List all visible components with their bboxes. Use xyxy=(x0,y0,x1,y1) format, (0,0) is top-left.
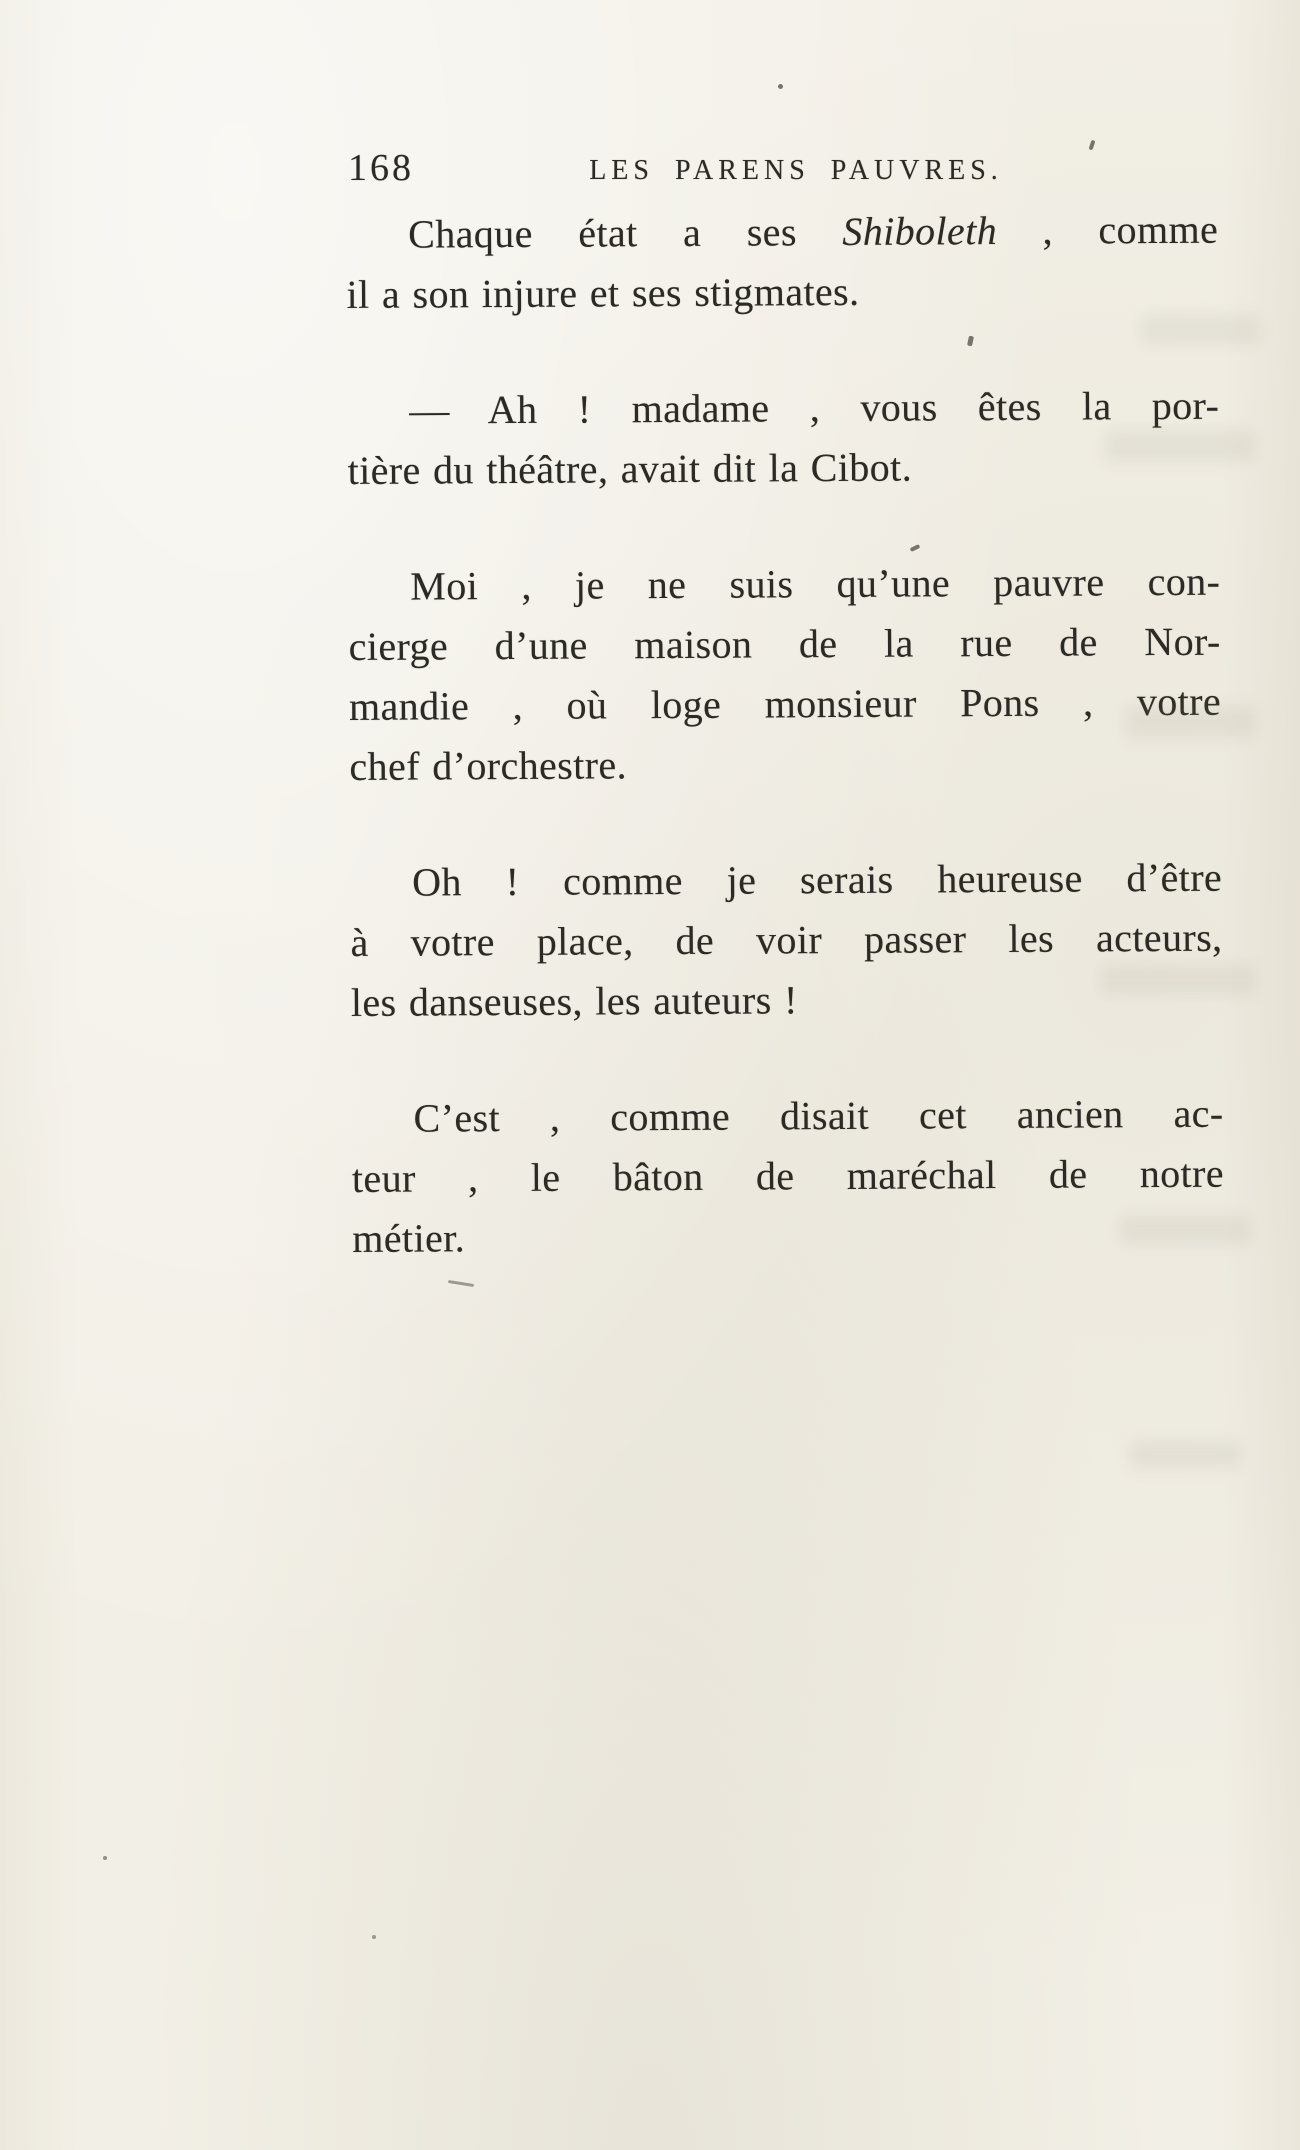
text-segment: métier. xyxy=(352,1215,466,1261)
text-segment: — Ah ! madame , vous êtes la por- xyxy=(409,382,1220,433)
text-segment: les danseuses, les auteurs ! xyxy=(350,977,798,1025)
running-title: LES PARENS PAUVRES. xyxy=(589,155,1003,186)
paragraph xyxy=(346,200,1219,325)
text-line xyxy=(348,552,1220,617)
italic-text: Shiboleth xyxy=(842,208,998,254)
ink-speck xyxy=(778,84,783,89)
text-block xyxy=(346,200,1225,1325)
paragraph xyxy=(348,552,1221,797)
paragraph xyxy=(347,376,1220,501)
text-segment: Chaque état a ses xyxy=(408,208,843,257)
text-segment: Moi , je ne suis qu’une pauvre con- xyxy=(410,558,1221,609)
text-segment: il a son injure et ses stigmates. xyxy=(346,268,860,317)
text-line xyxy=(347,436,1219,501)
text-line xyxy=(352,1204,1224,1269)
bleed-through-mark xyxy=(1120,1215,1250,1245)
text-line xyxy=(346,260,1218,325)
bleed-through-mark xyxy=(1140,315,1260,345)
text-segment: teur , le bâton de maréchal de notre xyxy=(351,1150,1225,1201)
text-line xyxy=(351,968,1223,1033)
text-segment: , comme xyxy=(996,206,1219,254)
bleed-through-mark xyxy=(1130,1440,1240,1468)
text-segment: à votre place, de voir passer les acteurs, xyxy=(350,914,1223,965)
text-line xyxy=(349,612,1221,677)
bleed-through-mark xyxy=(1105,430,1255,462)
text-line xyxy=(350,848,1222,913)
bleed-through-mark xyxy=(1100,965,1255,995)
text-line xyxy=(352,1144,1224,1209)
bleed-through-mark xyxy=(1125,705,1255,739)
text-segment: Oh ! comme je serais heureuse d’être xyxy=(412,854,1223,905)
text-line xyxy=(349,672,1221,737)
text-segment: cierge d’une maison de la rue de Nor- xyxy=(348,618,1221,669)
text-line xyxy=(349,732,1221,797)
text-line xyxy=(346,200,1218,265)
paragraph xyxy=(351,1084,1224,1269)
page-header xyxy=(346,146,1218,196)
text-line xyxy=(347,376,1219,441)
ink-speck xyxy=(372,1935,376,1939)
text-segment: mandie , où loge monsieur Pons , votre xyxy=(348,678,1222,729)
text-line xyxy=(351,1084,1223,1149)
text-segment: chef d’orchestre. xyxy=(349,742,628,789)
text-line xyxy=(350,908,1222,973)
page-number: 168 xyxy=(348,147,414,189)
text-segment: C’est , comme disait cet ancien ac- xyxy=(413,1090,1224,1141)
text-segment: tière du théâtre, avait dit la Cibot. xyxy=(347,444,913,493)
ink-speck xyxy=(103,1856,107,1860)
paragraph xyxy=(350,848,1223,1033)
